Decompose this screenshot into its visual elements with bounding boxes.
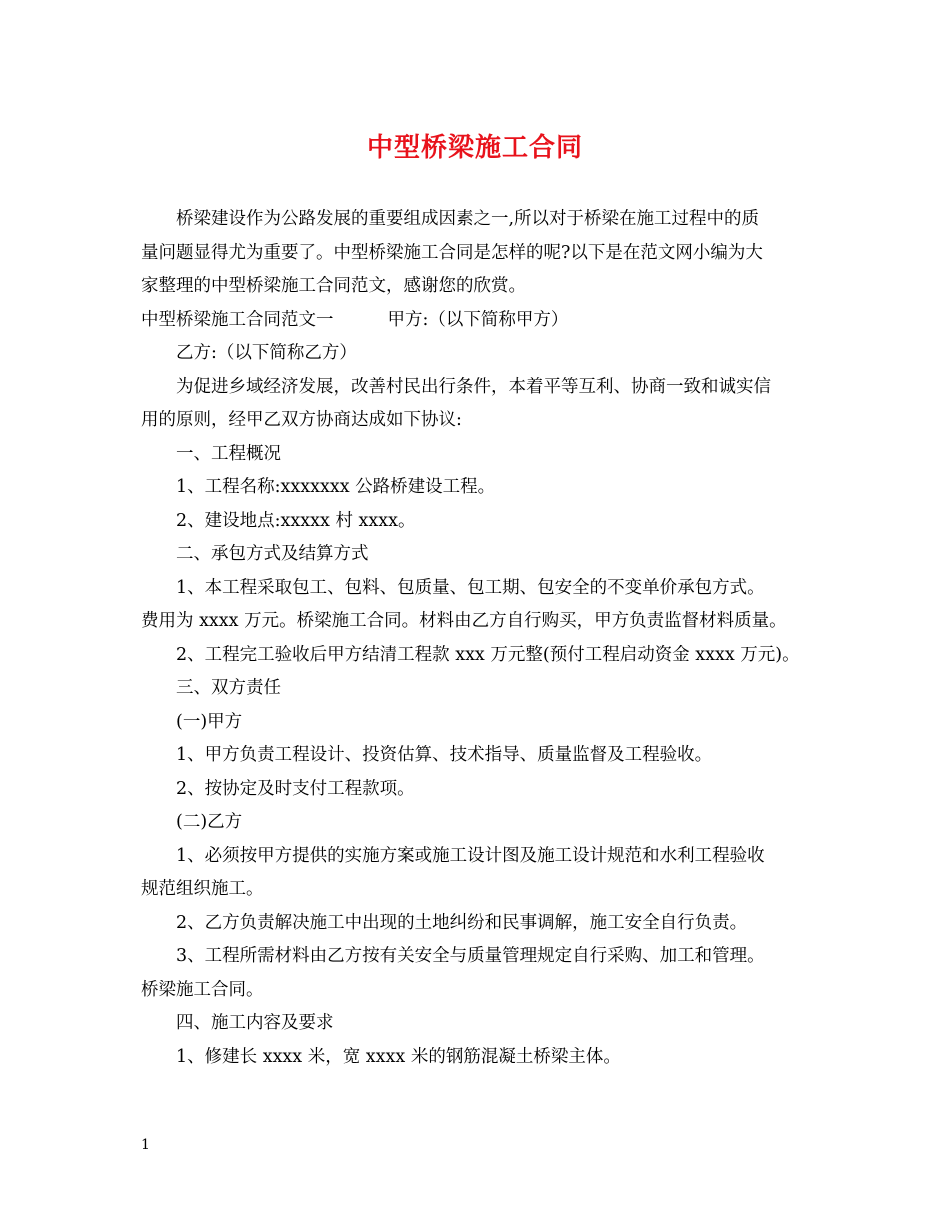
party-b-line: 乙方:（以下简称乙方） — [176, 343, 357, 363]
clause-line: 2、工程完工验收后甲方结清工程款 xxx 万元整(预付工程启动资金 xxxx 万元)。 — [176, 644, 800, 665]
clause-line: 费用为 xxxx 万元。桥梁施工合同。材料由乙方自行购买，甲方负责监督材料质量。 — [141, 611, 787, 631]
clause-line: 1、修建长 xxxx 米，宽 xxxx 米的钢筋混凝土桥梁主体。 — [176, 1046, 621, 1067]
clause-line: 1、必须按甲方提供的实施方案或施工设计图及施工设计规范和水利工程验收 — [176, 845, 765, 866]
document-title: 中型桥梁施工合同 — [366, 133, 583, 163]
document-body — [141, 203, 821, 1074]
section-heading: 一、工程概况 — [176, 443, 281, 464]
paragraph-line: 桥梁建设作为公路发展的重要组成因素之一,所以对于桥梁在施工过程中的质 — [176, 209, 760, 229]
clause-line: 2、乙方负责解决施工中出现的土地纠纷和民事调解，施工安全自行负责。 — [176, 912, 748, 933]
section-heading: 四、施工内容及要求 — [176, 1013, 334, 1033]
paragraph-line — [141, 304, 821, 338]
clause-line: 2、按协定及时支付工程款项。 — [176, 778, 415, 799]
sub-heading: (一)甲方 — [176, 711, 243, 732]
section-heading: 三、双方责任 — [176, 678, 281, 698]
clause-line: 1、工程名称:xxxxxxx 公路桥建设工程。 — [176, 477, 496, 497]
clause-line: 2、建设地点:xxxxx 村 xxxx。 — [176, 510, 416, 531]
paragraph-line: 家整理的中型桥梁施工合同范文，感谢您的欣赏。 — [141, 276, 526, 296]
sub-heading: (二)乙方 — [176, 812, 243, 832]
sample-heading: 中型桥梁施工合同范文一 — [141, 309, 334, 330]
paragraph-line: 量问题显得尤为重要了。中型桥梁施工合同是怎样的呢?以下是在范文网小编为大 — [141, 242, 763, 263]
clause-line: 1、本工程采取包工、包料、包质量、包工期、包安全的不变单价承包方式。 — [176, 577, 765, 598]
clause-line: 1、甲方负责工程设计、投资估算、技术指导、质量监督及工程验收。 — [176, 745, 713, 765]
paragraph-line: 为促进乡域经济发展，改善村民出行条件，本着平等互利、协商一致和诚实信 — [176, 376, 771, 397]
section-heading: 二、承包方式及结算方式 — [176, 544, 369, 564]
clause-line: 3、工程所需材料由乙方按有关安全与质量管理规定自行采购、加工和管理。 — [176, 946, 765, 966]
party-a-line: 甲方:（以下简称甲方） — [387, 309, 569, 330]
clause-line: 规范组织施工。 — [141, 879, 264, 899]
paragraph-line: 用的原则，经甲乙双方协商达成如下协议: — [141, 410, 462, 430]
page-number: 1 — [141, 1137, 150, 1153]
clause-line: 桥梁施工合同。 — [141, 979, 264, 1000]
